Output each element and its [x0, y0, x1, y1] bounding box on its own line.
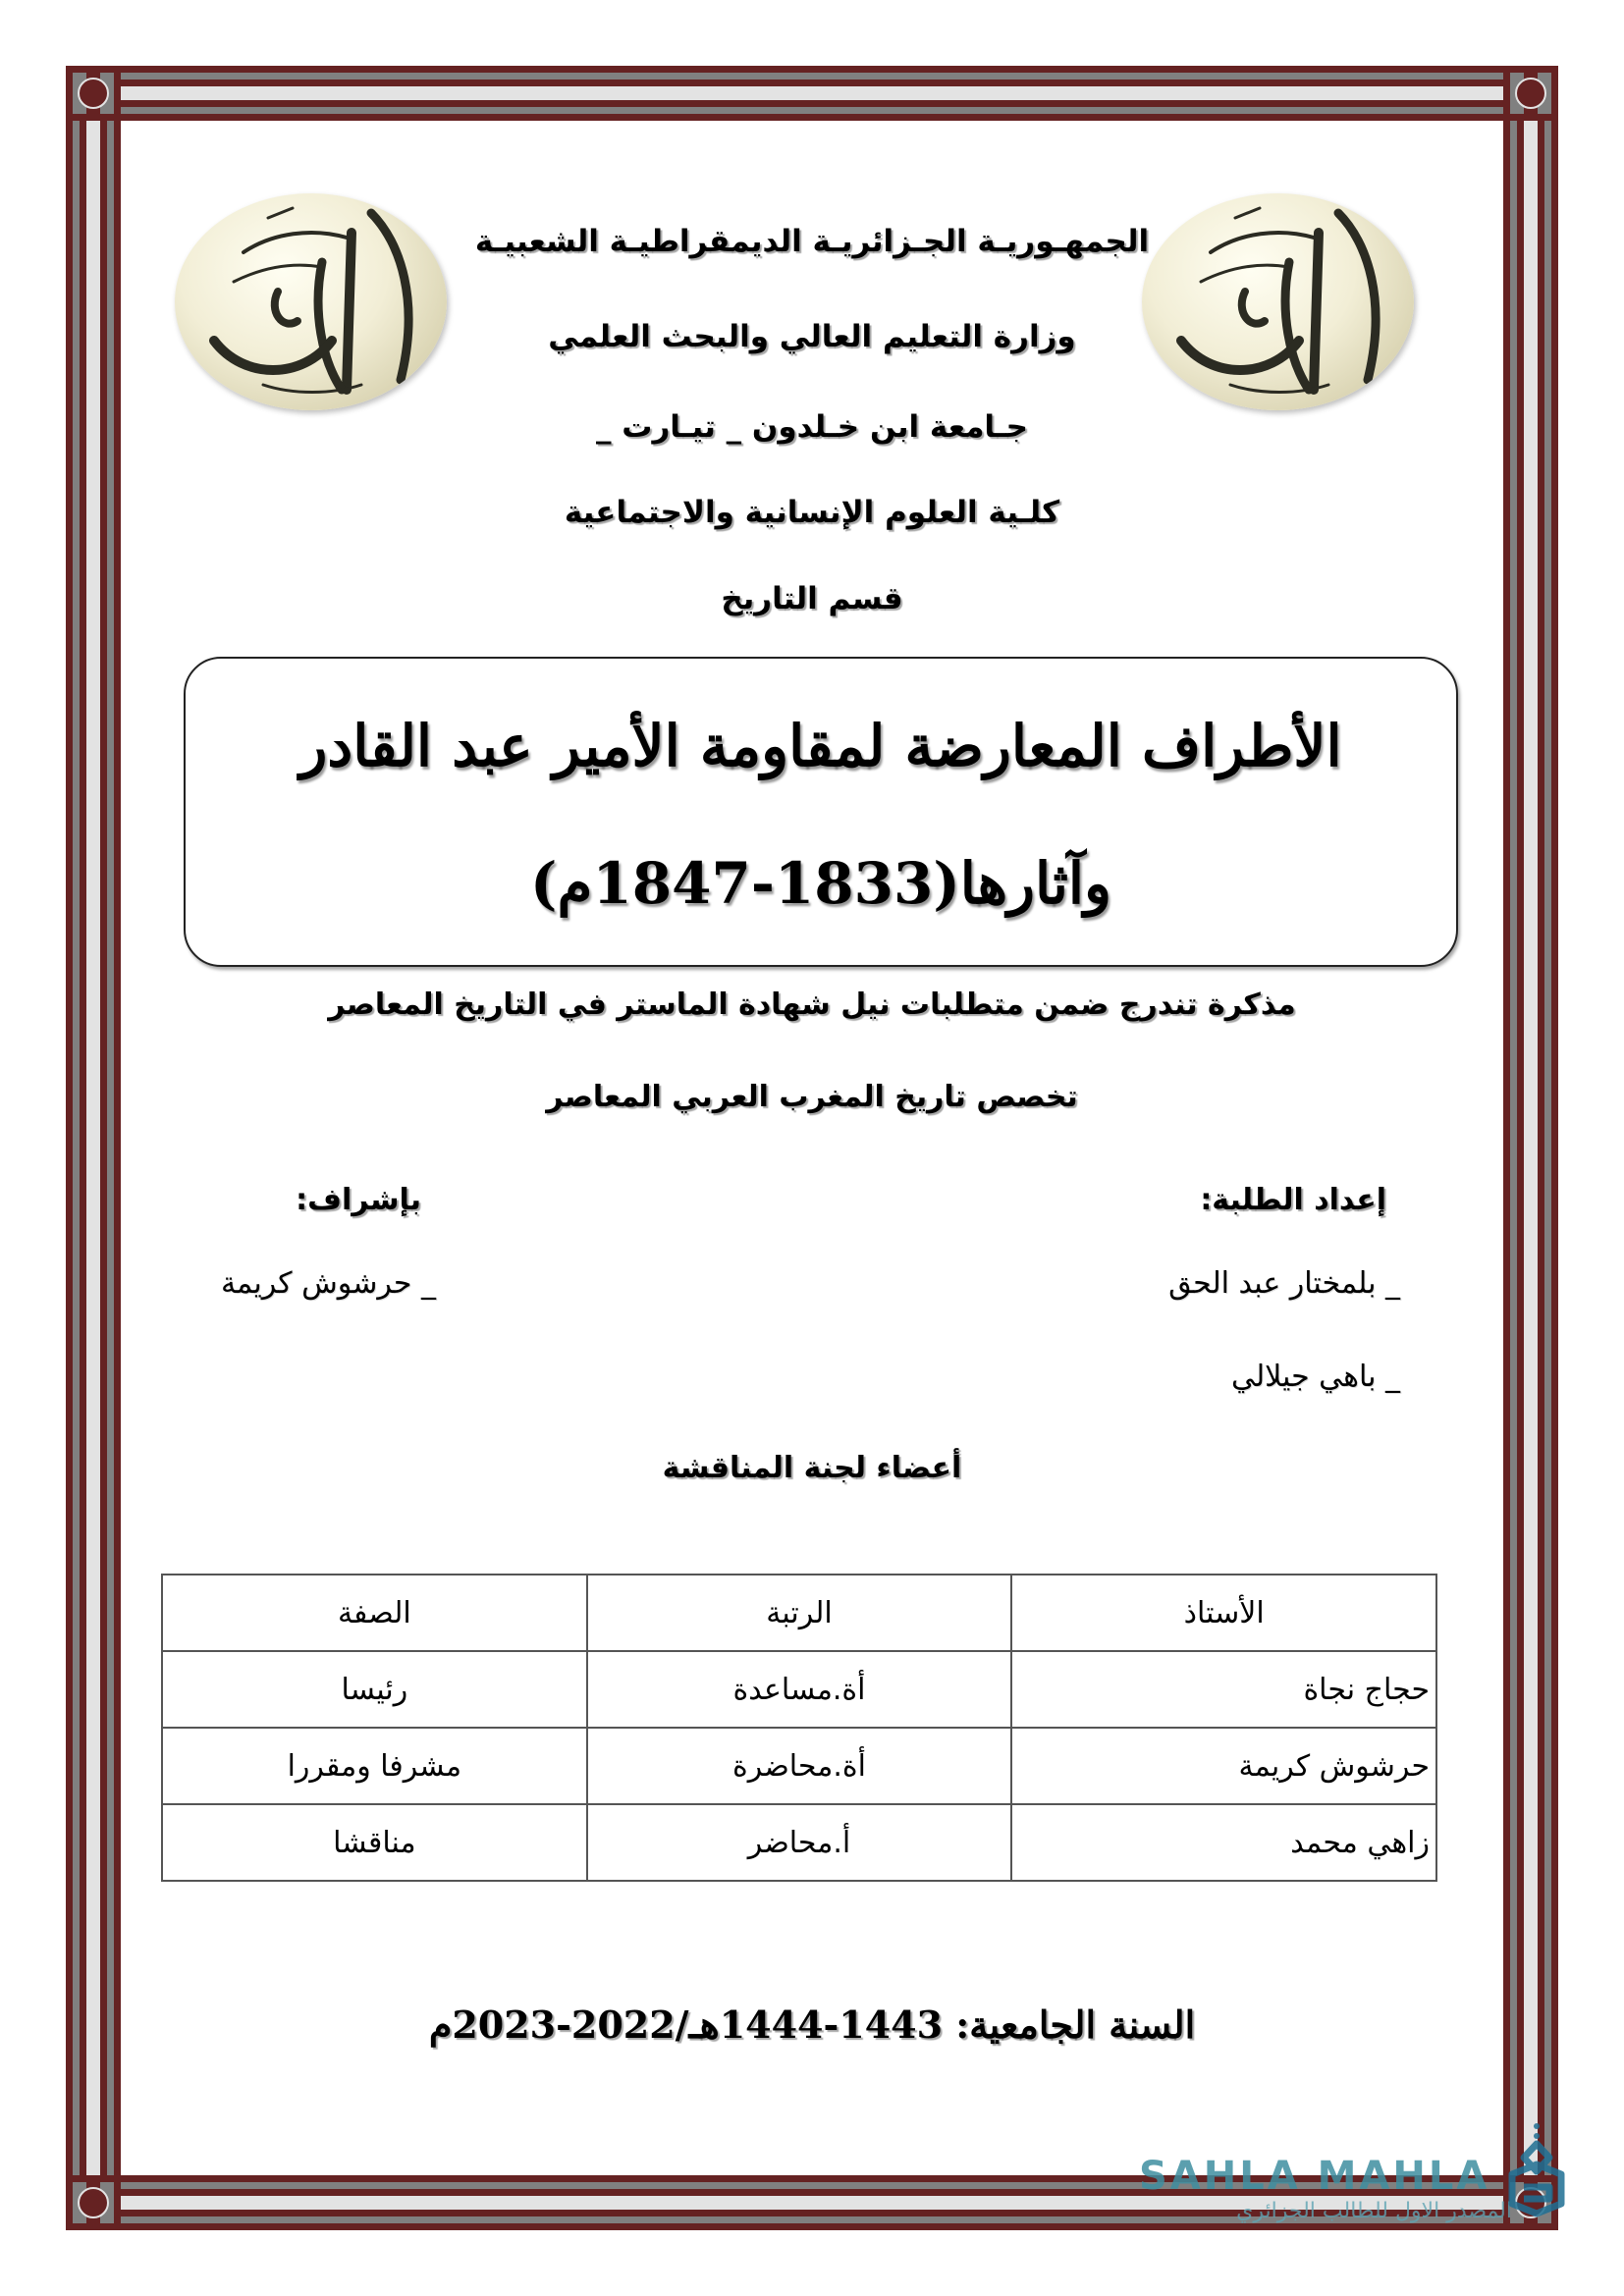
academic-year: السنة الجامعية: 1443-1444هـ/2022-2023م [428, 2002, 1196, 2047]
watermark-tagline: المصدر الاول للطالب الجزائري [1236, 2199, 1512, 2223]
specialization: تخصص تاريخ المغرب العربي المعاصر [546, 1080, 1078, 1114]
rank-cell: أ.محاضر [587, 1804, 1012, 1881]
student-name: _ باهي جيلالي [1230, 1360, 1400, 1394]
circle-ornament-icon [78, 2187, 109, 2218]
frame-corner-bottom-left [66, 2175, 121, 2230]
thesis-statement: مذكرة تندرج ضمن متطلبات نيل شهادة الماستر في التاريخ المعاصر [328, 988, 1296, 1022]
faculty-heading: كلـية العلوم الإنسانية والاجتماعية [564, 495, 1060, 530]
university-heading: جـامعة ابن خـلدون _ تيـارت _ [596, 409, 1028, 445]
professor-cell: حجاج نجاة [1011, 1651, 1436, 1728]
professor-cell: حرشوش كريمة [1011, 1728, 1436, 1804]
thesis-title-box [184, 657, 1458, 967]
circle-ornament-icon [78, 78, 109, 109]
professor-cell: زاهي محمد [1011, 1804, 1436, 1881]
column-header-professor: الأستاذ [1011, 1575, 1436, 1651]
students-label: إعداد الطلبة: [1200, 1183, 1386, 1217]
role-cell: رئيسا [162, 1651, 587, 1728]
committee-heading: أعضاء لجنة المناقشة [662, 1451, 962, 1485]
student-name: _ بلمختار عبد الحق [1168, 1266, 1400, 1301]
watermark-brand: SAHLA MAHLA [1139, 2154, 1490, 2199]
department-heading: قسم التاريخ [721, 581, 903, 616]
republic-heading: الجمهـوريـة الجـزائريـة الديمقراطيـة الشعبيـة [474, 224, 1150, 259]
supervisor-name: _ حرشوش كريمة [220, 1266, 436, 1301]
committee-table [161, 1574, 1437, 1882]
rank-cell: أة.مساعدة [587, 1651, 1012, 1728]
circle-ornament-icon [1515, 78, 1546, 109]
thesis-title-line-1: الأطراف المعارضة لمقاومة الأمير عبد القادر [299, 713, 1342, 779]
ministry-heading: وزارة التعليم العالي والبحث العلمي [548, 319, 1076, 354]
frame-top-bar [121, 66, 1503, 121]
frame-corner-top-left [66, 66, 121, 121]
column-header-rank: الرتبة [587, 1575, 1012, 1651]
column-header-role: الصفة [162, 1575, 587, 1651]
supervisor-label: بإشراف: [296, 1183, 421, 1217]
rank-cell: أة.محاضرة [587, 1728, 1012, 1804]
thesis-title-line-2: وآثارها(1833-1847م) [530, 850, 1111, 917]
table-header-row [162, 1575, 1436, 1651]
sahla-mahla-logo-icon [1502, 2120, 1571, 2218]
table-row [162, 1804, 1436, 1881]
table-row [162, 1651, 1436, 1728]
role-cell: مناقشا [162, 1804, 587, 1881]
table-row [162, 1728, 1436, 1804]
role-cell: مشرفا ومقررا [162, 1728, 587, 1804]
frame-corner-top-right [1503, 66, 1558, 121]
